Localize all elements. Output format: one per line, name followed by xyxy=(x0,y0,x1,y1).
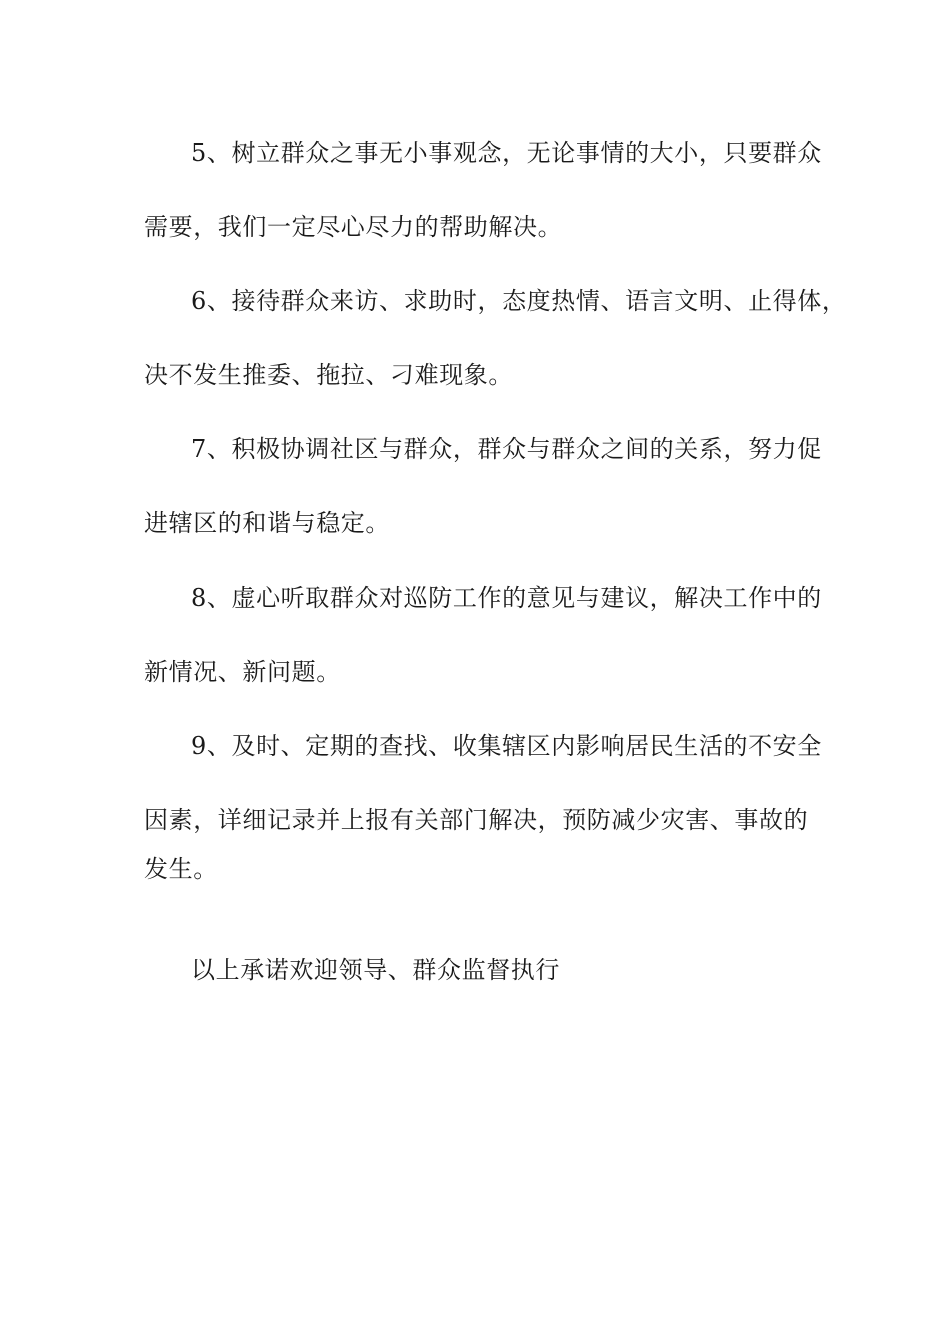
item-8-line-1: 8、虚心听取群众对巡防工作的意见与建议，解决工作中的 xyxy=(191,584,822,612)
item-9-line-2: 因素，详细记录并上报有关部门解决，预防减少灾害、事故的 xyxy=(144,806,809,834)
item-7-line-2: 进辖区的和谐与稳定。 xyxy=(144,509,390,537)
item-7-line-1: 7、积极协调社区与群众，群众与群众之间的关系，努力促 xyxy=(191,435,822,463)
item-6-line-1: 6、接待群众来访、求助时，态度热情、语言文明、止得体， xyxy=(191,287,847,315)
item-5-line-2: 需要，我们一定尽心尽力的帮助解决。 xyxy=(144,213,563,241)
item-6-line-2: 决不发生推委、拖拉、刁难现象。 xyxy=(144,361,513,389)
item-9-line-1: 9、及时、定期的查找、收集辖区内影响居民生活的不安全 xyxy=(191,732,822,760)
item-8-line-2: 新情况、新问题。 xyxy=(144,658,341,686)
item-5-line-1: 5、树立群众之事无小事观念，无论事情的大小，只要群众 xyxy=(191,139,822,167)
closing-statement: 以上承诺欢迎领导、群众监督执行 xyxy=(191,956,560,984)
item-9-line-3: 发生。 xyxy=(144,855,218,883)
